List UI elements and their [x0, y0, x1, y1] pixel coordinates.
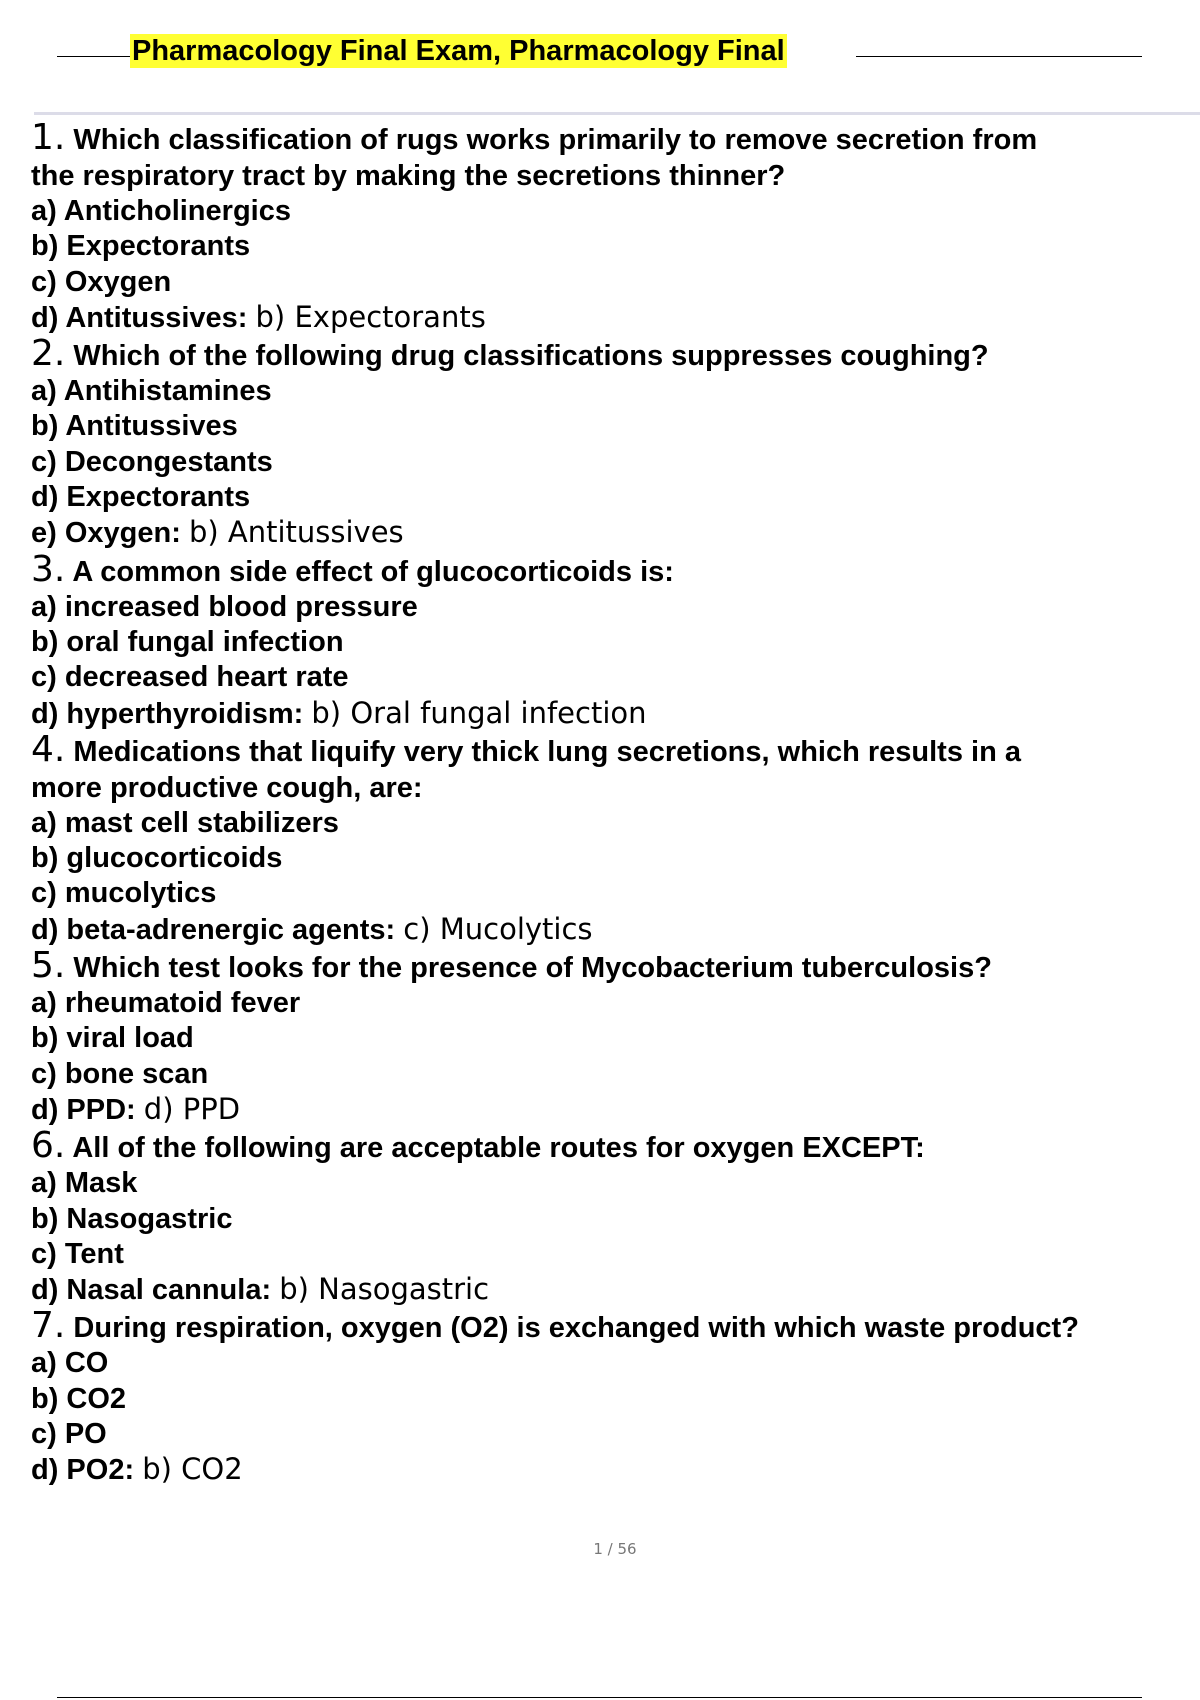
question-block [31, 1305, 1200, 1488]
question-number: 6. [31, 1125, 66, 1167]
answer-option [31, 1346, 1200, 1381]
question-number: 5. [31, 945, 66, 987]
answer-option [31, 374, 1200, 409]
correct-answer: b) CO2 [142, 1452, 243, 1487]
option-label: a) Anticholinergics [31, 195, 291, 227]
option-label: b) CO2 [31, 1382, 127, 1415]
question-text: Which test looks for the presence of Mycobacterium tuberculosis? [73, 952, 992, 985]
question-block [31, 117, 1200, 336]
question-text: more productive cough, are: [31, 771, 423, 804]
question-block [31, 728, 1200, 948]
option-label: c) decreased heart rate [31, 661, 349, 694]
correct-answer: b) Oral fungal infection [311, 695, 647, 730]
option-label: b) Nasogastric [31, 1202, 233, 1235]
answer-option [31, 912, 1200, 948]
option-label: c) Decongestants [31, 445, 273, 478]
correct-answer: b) Antitussives [188, 515, 404, 550]
answer-option [31, 1272, 1200, 1308]
question-text-line [31, 158, 1200, 194]
option-label: c) mucolytics [31, 877, 217, 910]
answer-option [31, 1382, 1200, 1417]
answer-option [31, 590, 1200, 625]
question-list [31, 117, 1200, 1489]
footer-rule [57, 1697, 1142, 1698]
question-number: 4. [31, 728, 66, 770]
page-number: 1 / 56 [593, 1540, 637, 1558]
header-divider [34, 112, 1200, 115]
answer-option [31, 265, 1200, 300]
question-number: 3. [31, 548, 66, 590]
answer-option [31, 986, 1200, 1021]
question-text: the respiratory tract by making the secretions thinner? [31, 160, 786, 192]
correct-answer: b) Expectorants [255, 299, 486, 334]
question-block [31, 1125, 1200, 1308]
question-text-line [31, 1305, 1200, 1347]
question-block [31, 548, 1200, 732]
option-label: d) PPD: [31, 1093, 136, 1126]
answer-option [31, 1092, 1200, 1128]
answer-option [31, 1237, 1200, 1272]
question-number: 7. [31, 1305, 66, 1347]
option-label: a) CO [31, 1347, 109, 1380]
option-label: d) hyperthyroidism: [31, 697, 304, 730]
answer-option [31, 300, 1200, 336]
question-text-line [31, 945, 1200, 987]
option-label: c) PO [31, 1418, 107, 1451]
answer-option [31, 515, 1200, 551]
option-label: a) Mask [31, 1167, 138, 1200]
option-label: b) oral fungal infection [31, 625, 344, 658]
option-label: c) bone scan [31, 1057, 209, 1090]
answer-option [31, 1452, 1200, 1488]
option-label: d) Antitussives: [31, 301, 248, 334]
answer-option [31, 1202, 1200, 1237]
question-text-line [31, 770, 1200, 806]
answer-option [31, 696, 1200, 732]
question-text-line [31, 728, 1200, 770]
answer-option [31, 1417, 1200, 1452]
answer-option [31, 660, 1200, 695]
answer-option [31, 409, 1200, 444]
question-text: During respiration, oxygen (O2) is exchanged with which waste product? [73, 1312, 1079, 1345]
answer-option [31, 1057, 1200, 1092]
header-rule-left [57, 56, 130, 57]
question-text-line [31, 1125, 1200, 1167]
question-text-line [31, 548, 1200, 590]
header-rule-right [856, 56, 1142, 57]
question-text: Which classification of rugs works primarily to remove secretion from [73, 124, 1038, 156]
question-text: All of the following are acceptable routes for oxygen EXCEPT: [72, 1132, 925, 1165]
question-number: 1. [31, 117, 66, 158]
answer-option [31, 625, 1200, 660]
option-label: c) Tent [31, 1237, 124, 1270]
question-text-line [31, 333, 1200, 375]
question-text: A common side effect of glucocorticoids is: [72, 555, 674, 588]
answer-option [31, 1021, 1200, 1056]
answer-option [31, 194, 1200, 229]
option-label: c) Oxygen [31, 265, 172, 298]
answer-option [31, 876, 1200, 911]
option-label: d) PO2: [31, 1454, 135, 1487]
correct-answer: d) PPD [143, 1091, 241, 1126]
option-label: a) Antihistamines [31, 375, 272, 408]
answer-option [31, 1166, 1200, 1201]
option-label: d) Expectorants [31, 481, 251, 514]
question-block [31, 333, 1200, 551]
option-label: b) viral load [31, 1022, 194, 1055]
answer-option [31, 229, 1200, 264]
option-label: d) beta-adrenergic agents: [31, 913, 396, 946]
option-label: b) Antitussives [31, 410, 238, 443]
option-label: a) rheumatoid fever [31, 987, 301, 1020]
question-text: Medications that liquify very thick lung secretions, which results in a [73, 735, 1021, 768]
option-label: b) glucocorticoids [31, 842, 283, 875]
answer-option [31, 841, 1200, 876]
option-label: d) Nasal cannula: [31, 1274, 272, 1307]
answer-option [31, 480, 1200, 515]
option-label: b) Expectorants [31, 230, 251, 263]
question-number: 2. [31, 333, 66, 375]
option-label: a) mast cell stabilizers [31, 806, 339, 839]
option-label: e) Oxygen: [31, 517, 181, 550]
question-block [31, 945, 1200, 1128]
question-text: Which of the following drug classifications suppresses coughing? [73, 340, 989, 373]
correct-answer: c) Mucolytics [403, 911, 593, 946]
option-label: a) increased blood pressure [31, 590, 418, 623]
page-title: Pharmacology Final Exam, Pharmacology Final [132, 35, 785, 67]
answer-option [31, 445, 1200, 480]
answer-option [31, 806, 1200, 841]
correct-answer: b) Nasogastric [279, 1272, 490, 1307]
question-text-line [31, 117, 1200, 158]
